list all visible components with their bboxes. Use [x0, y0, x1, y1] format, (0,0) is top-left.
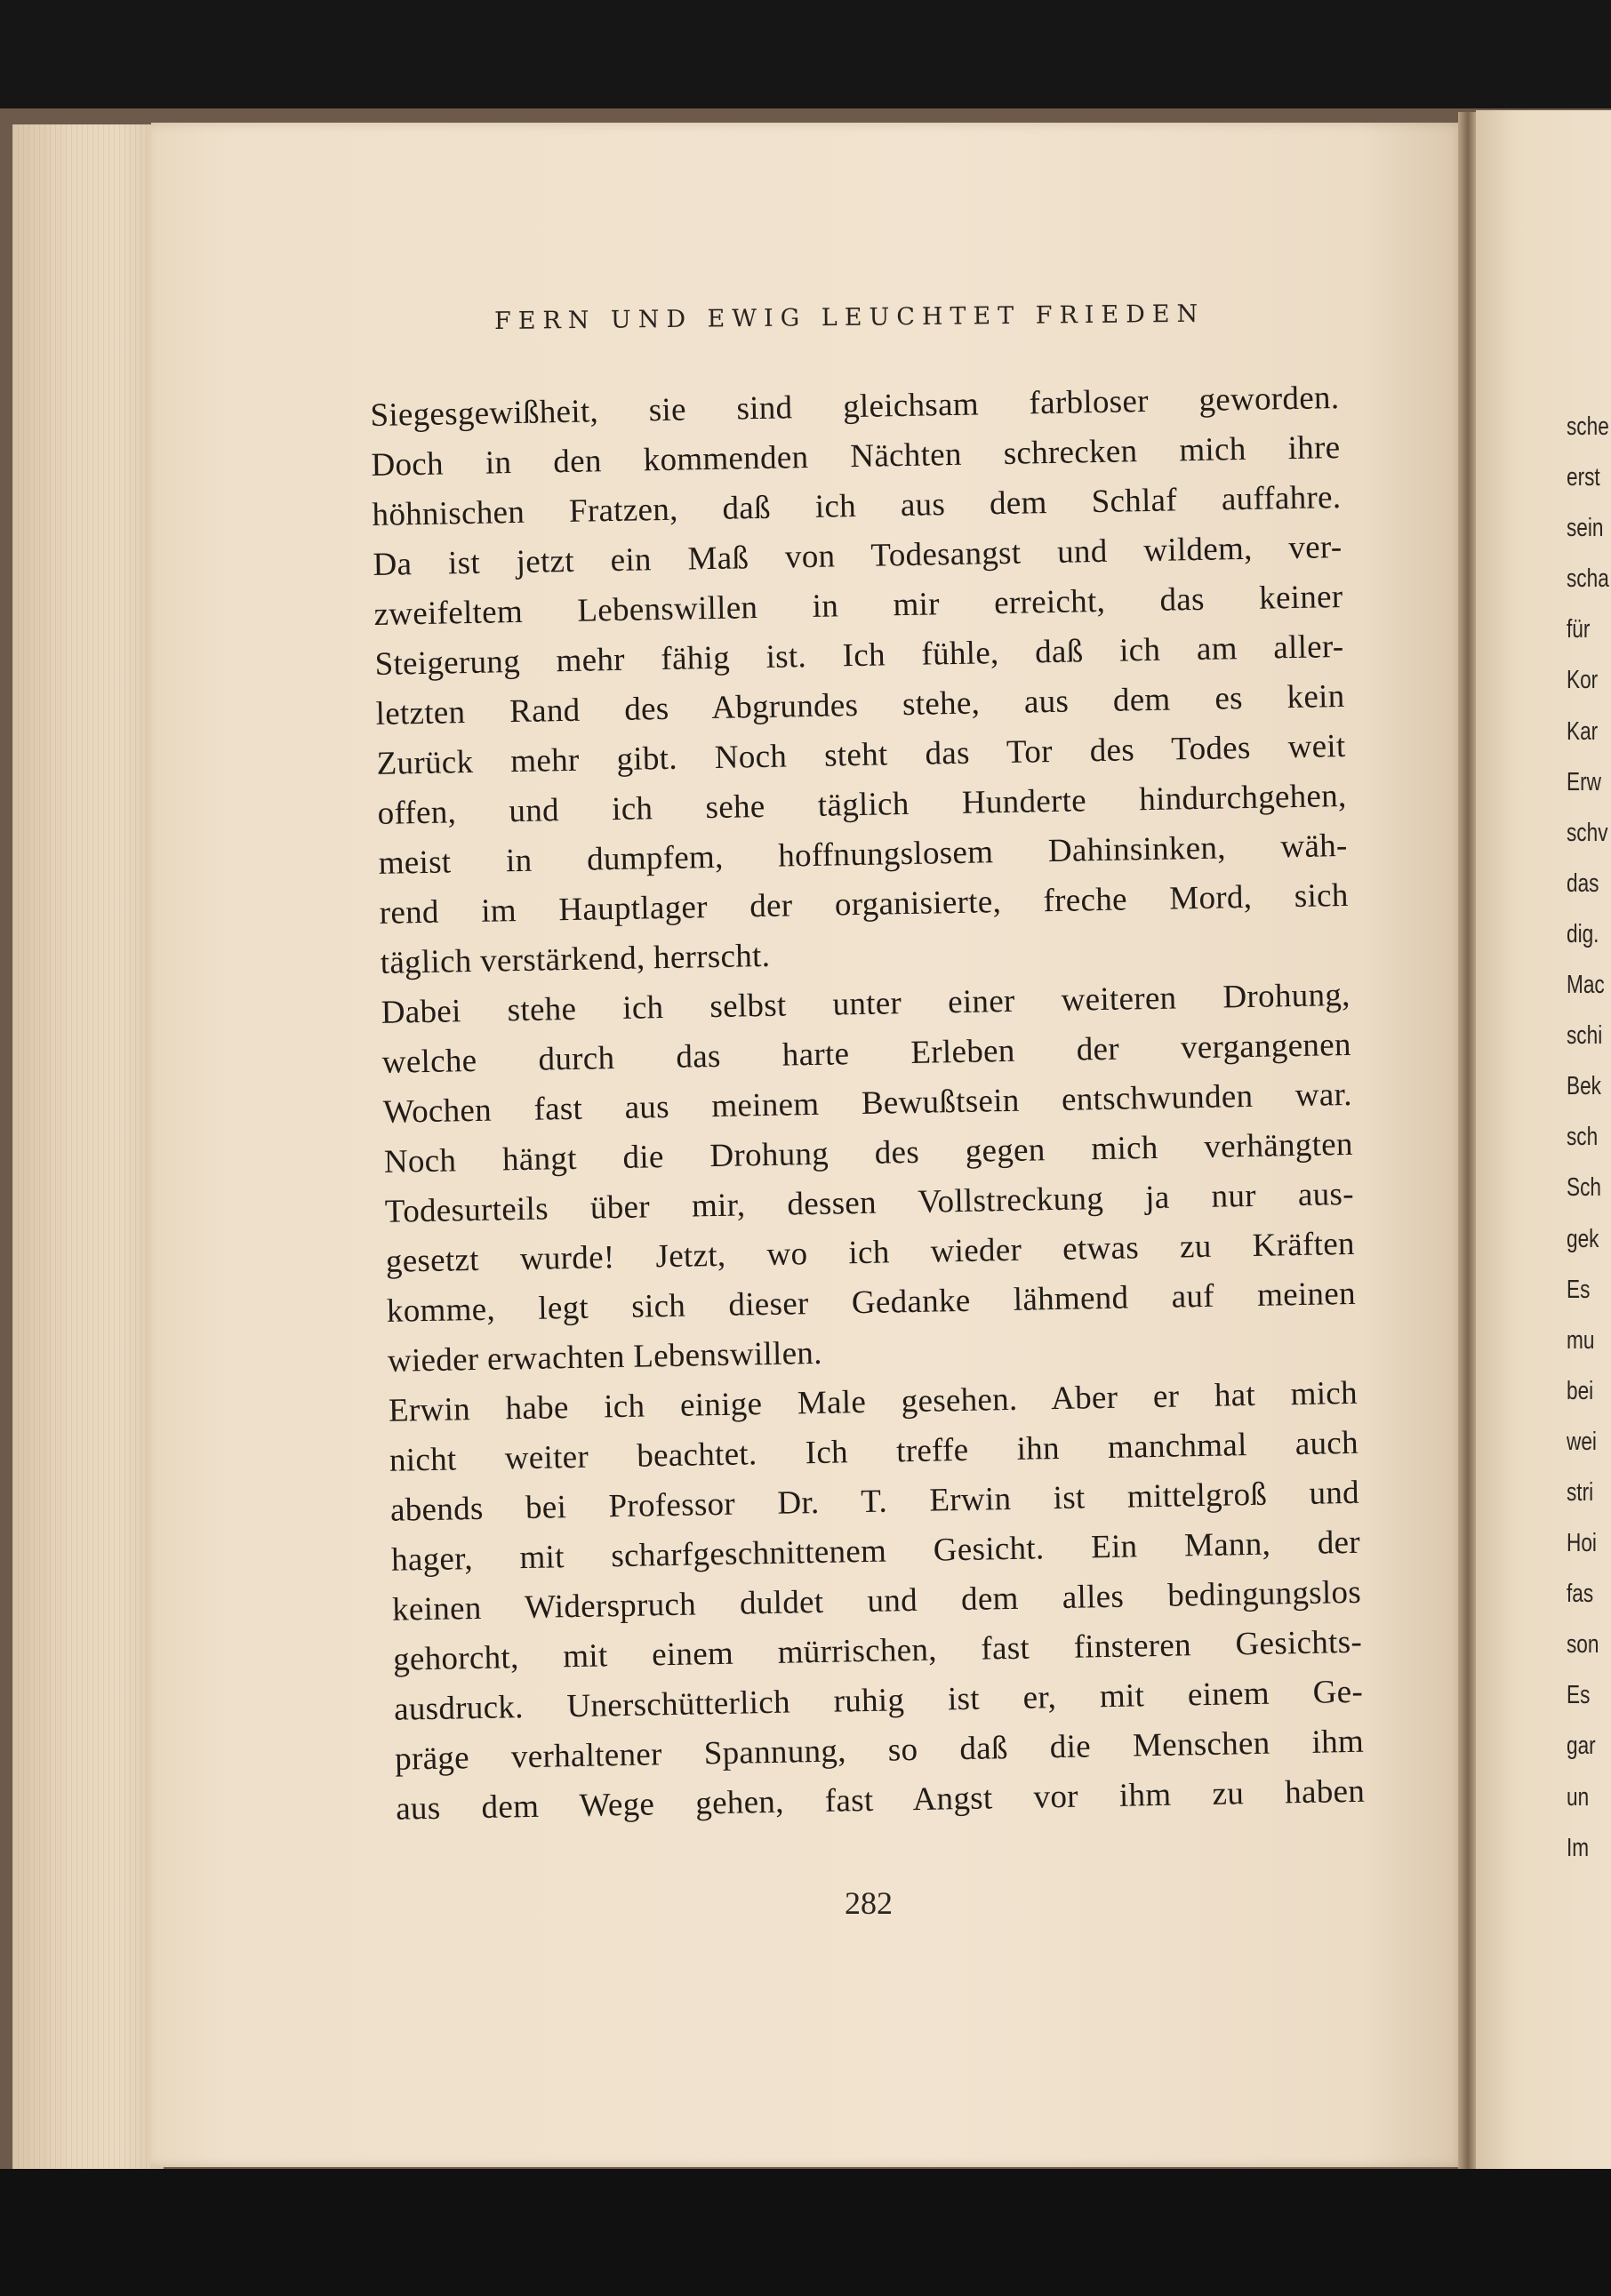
- text-line: nicht weiter beachtet. Ich treffe ihn manchmal auch: [389, 1424, 1359, 1479]
- facing-page-fragment: Mac: [1567, 971, 1605, 1000]
- facing-page-fragment: dig.: [1567, 919, 1599, 948]
- text-line: Doch in den kommenden Nächten schrecken mich ihre: [371, 429, 1341, 484]
- facing-page-fragment: sch: [1567, 1123, 1599, 1152]
- text-line: Dabei stehe ich selbst unter einer weiteren Drohung,: [381, 976, 1351, 1031]
- facing-page-fragment: gar: [1567, 1732, 1596, 1761]
- text-line: gesetzt wurde! Jetzt, wo ich wieder etwas zu Kräften: [385, 1225, 1356, 1280]
- text-line: Noch hängt die Drohung des gegen mich verhängten: [383, 1125, 1354, 1180]
- facing-page-fragment: erst: [1567, 463, 1600, 492]
- facing-page-fragment: mu: [1567, 1325, 1595, 1355]
- text-line: Wochen fast aus meinem Bewußtsein entschwunden war.: [382, 1076, 1353, 1131]
- facing-page-fragment: Kor: [1567, 666, 1599, 695]
- facing-page-fragment: fas: [1567, 1580, 1594, 1609]
- text-line: wieder erwachten Lebenswillen.: [387, 1334, 823, 1380]
- background-top: [0, 0, 1611, 124]
- facing-page-fragment: Es: [1567, 1275, 1591, 1304]
- facing-page-fragment: bei: [1567, 1376, 1594, 1405]
- text-line: präge verhaltener Spannung, so daß die Menschen ihm: [394, 1723, 1365, 1778]
- facing-page-fragment: Hoi: [1567, 1529, 1597, 1558]
- text-line: zweifeltem Lebenswillen in mir erreicht, das keiner: [373, 578, 1343, 633]
- text-line: ausdruck. Unerschütterlich ruhig ist er, mit einem Ge-: [393, 1673, 1364, 1728]
- text-line: täglich verstärkend, herrscht.: [380, 937, 771, 981]
- facing-page-fragment: für: [1567, 615, 1591, 644]
- facing-page-fragment: sche: [1567, 412, 1609, 441]
- running-head: FERN UND EWIG LEUCHTET FRIEDEN: [493, 300, 1206, 335]
- text-line: Erwin habe ich einige Male gesehen. Aber er hat mich: [388, 1374, 1359, 1429]
- facing-page-text: [1567, 402, 1611, 1874]
- facing-page-fragment: schv: [1567, 818, 1608, 847]
- page-block-edge: [12, 124, 164, 2169]
- text-line: offen, und ich sehe täglich Hunderte hindurchgehen,: [377, 777, 1347, 832]
- background-bottom: [0, 2169, 1611, 2296]
- facing-page-fragment: sein: [1567, 514, 1604, 543]
- facing-page-fragment: Sch: [1567, 1173, 1601, 1203]
- text-line: hager, mit scharfgeschnittenem Gesicht. Ein Mann, der: [390, 1524, 1361, 1579]
- book-gutter: [1458, 112, 1478, 2174]
- facing-page-fragment: wei: [1567, 1427, 1597, 1456]
- body-text: [370, 373, 1366, 1835]
- text-line: abends bei Professor Dr. T. Erwin ist mittelgroß und: [389, 1474, 1360, 1529]
- text-line: rend im Hauptlager der organisierte, freche Mord, sich: [379, 876, 1349, 932]
- text-line: höhnischen Fratzen, daß ich aus dem Schlaf auffahre.: [372, 479, 1342, 533]
- text-line: Da ist jetzt ein Maß von Todesangst und wildem, ver-: [373, 528, 1342, 583]
- text-line: Steigerung mehr fähig ist. Ich fühle, daß ich am aller-: [374, 628, 1344, 683]
- facing-page-fragment: scha: [1567, 564, 1609, 594]
- text-line: aus dem Wege gehen, fast Angst vor ihm zu haben: [395, 1772, 1366, 1828]
- facing-page-fragment: schi: [1567, 1021, 1603, 1051]
- text-line: gehorcht, mit einem mürrischen, fast finsteren Gesichts-: [392, 1623, 1363, 1678]
- text-line: meist in dumpfem, hoffnungslosem Dahinsinken, wäh-: [378, 827, 1348, 882]
- facing-page-fragment: son: [1567, 1630, 1599, 1660]
- text-line: Siegesgewißheit, sie sind gleichsam farbloser geworden.: [370, 380, 1340, 434]
- text-line: letzten Rand des Abgrundes stehe, aus dem es kein: [375, 677, 1345, 732]
- facing-page-fragment: Im: [1567, 1833, 1590, 1862]
- facing-page-fragment: Bek: [1567, 1072, 1601, 1101]
- facing-page-fragment: gek: [1567, 1224, 1599, 1253]
- facing-page-fragment: Kar: [1567, 716, 1599, 746]
- page-number: 282: [845, 1885, 893, 1921]
- text-line: komme, legt sich dieser Gedanke lähmend auf meinen: [386, 1275, 1357, 1330]
- facing-page-fragment: stri: [1567, 1477, 1594, 1507]
- facing-page-fragment: Es: [1567, 1681, 1591, 1710]
- facing-page-fragment: Erw: [1567, 767, 1601, 796]
- text-line: Todesurteils über mir, dessen Vollstreckung ja nur aus-: [384, 1175, 1355, 1230]
- text-line: Zurück mehr gibt. Noch steht das Tor des Todes weit: [376, 727, 1346, 782]
- text-line: welche durch das harte Erleben der vergangenen: [381, 1026, 1352, 1081]
- facing-page-fragment: un: [1567, 1782, 1590, 1812]
- text-line: keinen Widerspruch duldet und dem alles bedingungslos: [391, 1573, 1362, 1628]
- facing-page-fragment: das: [1567, 868, 1599, 898]
